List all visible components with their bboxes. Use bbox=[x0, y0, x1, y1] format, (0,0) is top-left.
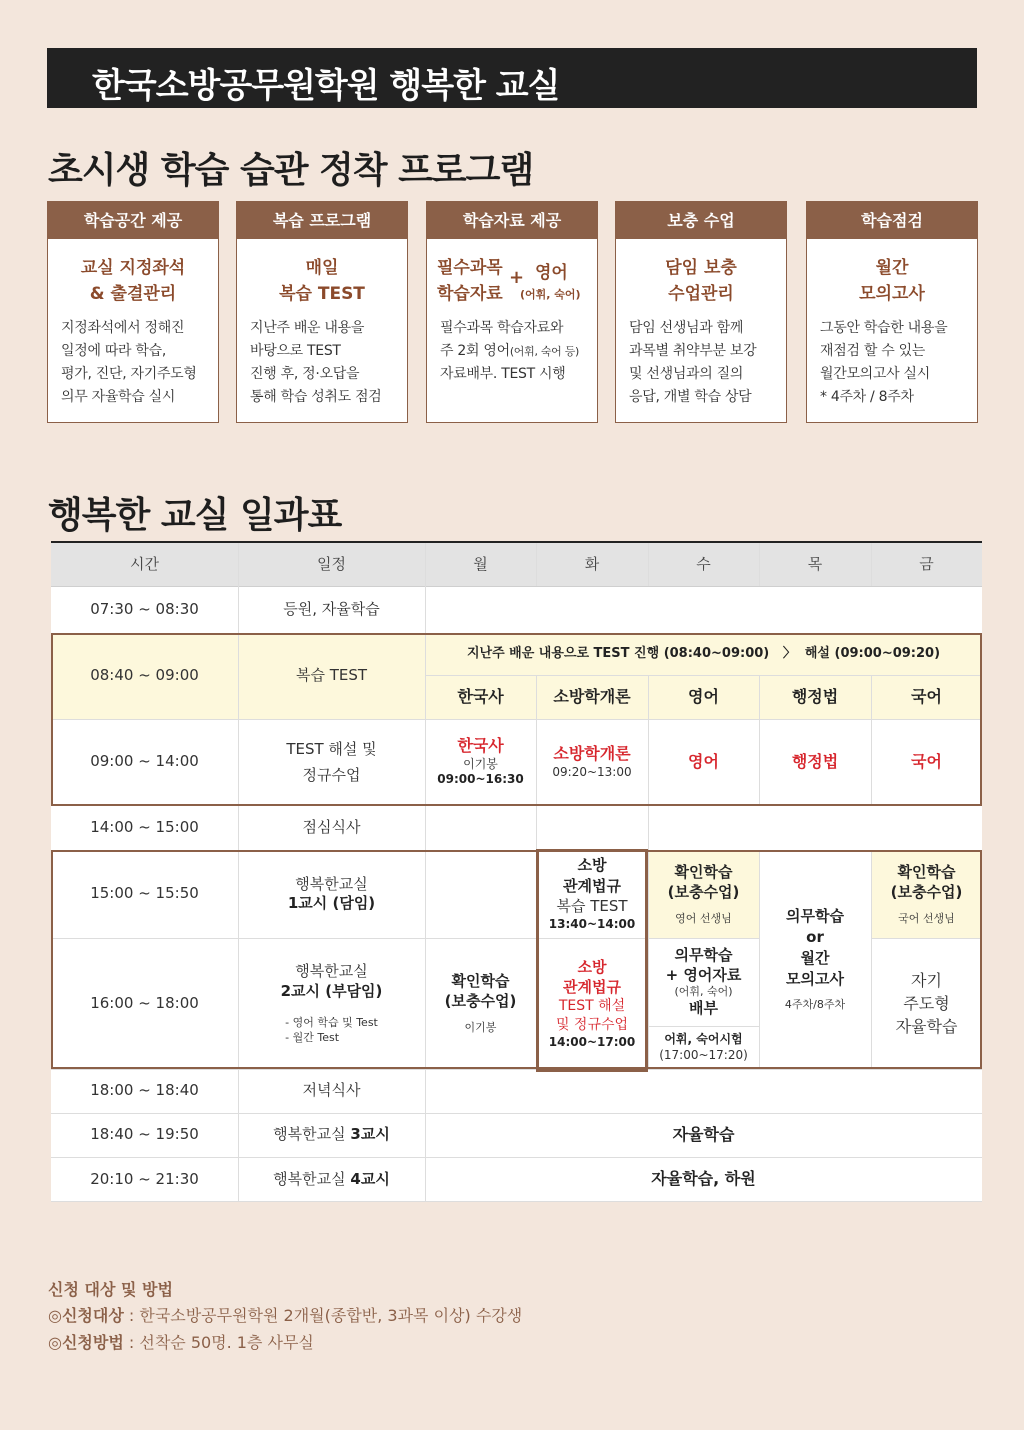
mandatory-title-2: 배부 bbox=[689, 999, 718, 1018]
subject-wed: 영어 bbox=[648, 675, 759, 719]
card-head: 학습점검 bbox=[807, 202, 977, 239]
card-desc: 담임 선생님과 함께 과목별 취약부분 보강 및 선생님과의 질의 응답, 개별 학습 상담 bbox=[629, 320, 757, 405]
apply-target bbox=[48, 1303, 522, 1326]
card-study-space bbox=[47, 201, 219, 423]
bullet-icon: ◎ bbox=[48, 1333, 62, 1352]
tue-law-class-cell bbox=[536, 938, 648, 1069]
event-cell: 복습 TEST bbox=[238, 633, 425, 719]
event-cell: 등원, 자율학습 bbox=[238, 587, 425, 633]
exam-time: (17:00~17:20) bbox=[659, 1047, 748, 1062]
schedule-table bbox=[51, 541, 982, 1202]
card-title-left: 필수과목 학습자료 bbox=[437, 258, 503, 304]
card-check bbox=[806, 201, 978, 423]
subject-label: 소방학개론 bbox=[553, 743, 631, 763]
target-text: : 한국소방공무원학원 2개월(종합반, 3과목 이상) 수강생 bbox=[123, 1306, 523, 1325]
period-label: 2교시 (부담임) bbox=[280, 981, 383, 1000]
card-title-right-small: (어휘, 숙어) bbox=[520, 288, 581, 301]
fri-self-study-cell: 자기 주도형 자율학습 bbox=[871, 938, 982, 1069]
supplement-title: 확인학습 (보충수업) bbox=[667, 862, 740, 901]
test-banner: 지난주 배운 내용으로 TEST 진행 (08:40~09:00) 〉 해설 (09:00~09:20) bbox=[425, 633, 982, 675]
event-note: - 영어 학습 및 Test - 월간 Test bbox=[285, 1016, 378, 1044]
card-head: 학습공간 제공 bbox=[48, 202, 218, 239]
thu-merged-cell bbox=[759, 850, 871, 1069]
mon-class-cell bbox=[425, 719, 536, 805]
teacher-label: 이기봉 bbox=[464, 1021, 497, 1035]
card-desc: 지난주 배운 내용을 바탕으로 TEST 진행 후, 정·오답을 통해 학습 성취도 점검 bbox=[250, 320, 382, 405]
target-label: 신청대상 bbox=[61, 1306, 124, 1325]
fri-supplement-cell bbox=[871, 850, 982, 938]
mandatory-small: (어휘, 숙어) bbox=[674, 985, 733, 999]
empty-cell bbox=[425, 1069, 982, 1113]
empty-cell bbox=[425, 805, 982, 850]
card-title: 월간 모의고사 bbox=[859, 258, 925, 304]
event-label: 행복한교실 bbox=[295, 874, 368, 893]
card-title: 매일 복습 TEST bbox=[279, 258, 365, 304]
subject-mon: 한국사 bbox=[425, 675, 536, 719]
supplement-title: 확인학습 (보충수업) bbox=[444, 972, 517, 1011]
time-cell: 07:30 ~ 08:30 bbox=[51, 587, 238, 633]
page-title: 한국소방공무원학원 행복한 교실 bbox=[92, 66, 560, 106]
card-title: 담임 보충 수업관리 bbox=[665, 258, 737, 304]
time-cell: 18:00 ~ 18:40 bbox=[51, 1069, 238, 1113]
subject-label: 한국사 bbox=[457, 736, 504, 755]
self-study-dismissal-cell: 자율학습, 하원 bbox=[425, 1157, 982, 1202]
subject-thu: 행정법 bbox=[759, 675, 871, 719]
time-cell: 18:40 ~ 19:50 bbox=[51, 1113, 238, 1157]
self-study-cell: 자율학습 bbox=[425, 1113, 982, 1157]
method-label: 신청방법 bbox=[61, 1333, 124, 1352]
col-event: 일정 bbox=[238, 543, 425, 586]
col-mon: 월 bbox=[425, 543, 536, 586]
time-cell: 09:00 ~ 14:00 bbox=[51, 719, 238, 805]
event-label: 행복한교실 bbox=[295, 962, 368, 980]
law-title: 소방 관계법규 bbox=[563, 957, 621, 996]
col-thu: 목 bbox=[759, 543, 871, 586]
program-heading: 초시생 학습 습관 정착 프로그램 bbox=[48, 150, 534, 191]
apply-heading: 신청 대상 및 방법 bbox=[48, 1280, 173, 1299]
col-fri: 금 bbox=[871, 543, 982, 586]
event-cell bbox=[238, 938, 425, 1069]
card-title: 교실 지정좌석 & 출결관리 bbox=[80, 258, 186, 304]
card-review-program bbox=[236, 201, 408, 423]
event-cell bbox=[238, 850, 425, 938]
event-cell bbox=[238, 1113, 425, 1157]
period-label: 3교시 bbox=[350, 1125, 390, 1144]
col-time: 시간 bbox=[51, 543, 238, 586]
card-materials bbox=[426, 201, 598, 423]
card-desc-2: 자료배부. TEST 시행 bbox=[440, 366, 566, 382]
card-title bbox=[427, 255, 597, 307]
thu-title: 의무학습 or 월간 모의고사 bbox=[786, 907, 844, 989]
col-wed: 수 bbox=[648, 543, 759, 586]
empty-cell bbox=[425, 587, 982, 633]
card-supplementary bbox=[615, 201, 787, 423]
period-label: 1교시 (담임) bbox=[287, 894, 376, 912]
teacher-label: 국어 선생님 bbox=[898, 911, 955, 925]
wed-supplement-cell bbox=[648, 850, 759, 938]
fri-class-cell: 국어 bbox=[871, 719, 982, 805]
card-desc-1: 필수과목 학습자료와 주 2회 영어 bbox=[440, 320, 564, 359]
period-label: 4교시 bbox=[350, 1169, 390, 1188]
teacher-label: 영어 선생님 bbox=[675, 911, 732, 925]
card-desc: 지정좌석에서 정해진 일정에 따라 학습, 평가, 진단, 자기주도형 의무 자율학습 실시 bbox=[61, 320, 197, 405]
program-cards bbox=[47, 201, 977, 423]
law-sub: TEST 해설 및 정규수업 bbox=[555, 997, 629, 1033]
event-cell bbox=[238, 1157, 425, 1202]
event-label: 행복한교실 bbox=[273, 1125, 351, 1144]
apply-method bbox=[48, 1330, 314, 1353]
card-title-right: 영어 bbox=[535, 263, 568, 283]
method-text: : 선착순 50명. 1층 사무실 bbox=[123, 1333, 314, 1352]
title-banner bbox=[47, 48, 977, 108]
law-time: 13:40~14:00 bbox=[548, 916, 636, 931]
law-time: 14:00~17:00 bbox=[548, 1034, 636, 1049]
law-sub: 복습 TEST bbox=[556, 897, 628, 916]
card-head: 복습 프로그램 bbox=[237, 202, 407, 239]
mon-supplement-cell bbox=[425, 938, 536, 1069]
bullet-icon: ◎ bbox=[48, 1306, 62, 1325]
time-cell: 14:00 ~ 15:00 bbox=[51, 805, 238, 850]
event-cell: 점심식사 bbox=[238, 805, 425, 850]
event-label: 행복한교실 bbox=[273, 1169, 351, 1188]
subject-fri: 국어 bbox=[871, 675, 982, 719]
time-cell: 15:00 ~ 15:50 bbox=[51, 850, 238, 938]
teacher-label: 이기봉 bbox=[463, 756, 498, 771]
thu-note: 4주차/8주차 bbox=[784, 998, 846, 1012]
wed-mandatory-cell bbox=[648, 938, 759, 1026]
card-head: 보충 수업 bbox=[616, 202, 786, 239]
mandatory-title: 의무학습 + 영어자료 bbox=[665, 946, 742, 985]
tue-law-review-cell bbox=[536, 850, 648, 938]
tue-class-cell bbox=[536, 719, 648, 805]
event-cell: TEST 해설 및 정규수업 bbox=[238, 719, 425, 805]
time-label: 09:00~16:30 bbox=[437, 772, 524, 787]
time-cell: 08:40 ~ 09:00 bbox=[51, 633, 238, 719]
event-cell: 저녁식사 bbox=[238, 1069, 425, 1113]
time-label: 09:20~13:00 bbox=[552, 764, 632, 779]
time-cell: 16:00 ~ 18:00 bbox=[51, 938, 238, 1069]
time-cell: 20:10 ~ 21:30 bbox=[51, 1157, 238, 1202]
thu-class-cell: 행정법 bbox=[759, 719, 871, 805]
subject-tue: 소방학개론 bbox=[536, 675, 648, 719]
exam-label: 어휘, 숙어시험 bbox=[664, 1031, 743, 1046]
col-tue: 화 bbox=[536, 543, 648, 586]
card-desc: 그동안 학습한 내용을 재점검 할 수 있는 월간모의고사 실시 * 4주차 / 8주차 bbox=[820, 320, 948, 405]
supplement-title: 확인학습 (보충수업) bbox=[890, 862, 963, 901]
empty-cell bbox=[425, 850, 536, 938]
law-title: 소방 관계법규 bbox=[563, 856, 621, 896]
schedule-heading: 행복한 교실 일과표 bbox=[48, 495, 342, 536]
card-head: 학습자료 제공 bbox=[427, 202, 597, 239]
wed-exam-cell bbox=[648, 1026, 759, 1069]
card-desc bbox=[440, 317, 591, 386]
plus-icon: + bbox=[509, 267, 525, 288]
card-desc-small: (어휘, 숙어 등) bbox=[509, 345, 580, 358]
wed-class-cell: 영어 bbox=[648, 719, 759, 805]
